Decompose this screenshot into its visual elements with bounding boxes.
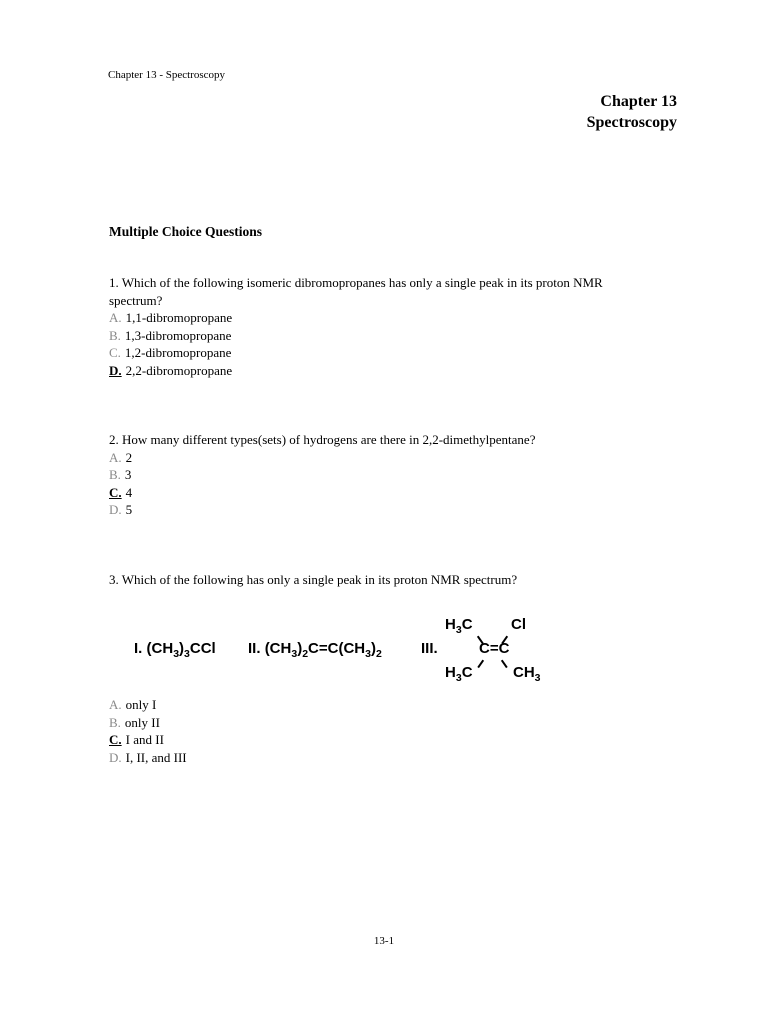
chapter-number: Chapter 13 (600, 93, 677, 110)
question-1-choice-b (109, 327, 629, 345)
choice-text: 2 (125, 449, 133, 465)
structure-2-label: II. (248, 640, 261, 657)
structure-1 (134, 640, 216, 660)
structure-3-bottom-left-group: $H_3C$ (445, 664, 473, 684)
choice-text: 1,3-dibromopropane (124, 327, 232, 343)
correct-answer-letter: D. (109, 362, 122, 378)
structure-2 (248, 640, 382, 660)
question-2-choice-b (109, 466, 629, 484)
choice-text: 1,2-dibromopropane (124, 345, 232, 360)
question-2-choice-a (109, 449, 629, 467)
choice-letter: B. (109, 714, 121, 730)
question-2-stem: 2. How many different types(sets) of hydrogens are there in 2,2-dimethylpentane? (109, 432, 536, 447)
structure-3-bottom-right-group: $CH_3$ (513, 664, 541, 684)
choice-text: 3 (124, 467, 132, 482)
question-3-choice-c (109, 731, 629, 749)
choice-text: only II (124, 714, 160, 730)
choice-letter: A. (109, 310, 122, 325)
question-1-stem: 1. Which of the following isomeric dibromopropanes has only a single peak in its proton NMR spectrum? (109, 275, 603, 308)
choice-letter: D. (109, 502, 122, 517)
question-3-choice-d (109, 749, 629, 767)
question-1-choice-d (109, 362, 629, 380)
question-3-stem: 3. Which of the following has only a single peak in its proton NMR spectrum? (109, 572, 518, 587)
running-header: Chapter 13 - Spectroscopy (108, 69, 225, 81)
structure-3-double-bond: C=C (479, 640, 510, 657)
question-3-choice-b (109, 714, 629, 732)
chapter-name: Spectroscopy (586, 114, 677, 131)
choice-text: 5 (125, 502, 133, 517)
choice-letter: A. (109, 449, 122, 465)
structure-1-label: I. (134, 640, 143, 657)
chapter-title-block (587, 91, 677, 133)
choice-letter: D. (109, 749, 122, 765)
bond-line (477, 660, 483, 668)
choice-letter: A. (109, 697, 122, 712)
question-2-choice-d (109, 501, 629, 519)
structure-3-top-right-group: Cl (511, 616, 526, 633)
choice-text: I and II (125, 732, 164, 747)
page-number: 13-1 (373, 935, 395, 947)
structure-3-top-left-group: $H_3C$ (445, 616, 473, 636)
choice-text: 2,2-dibromopropane (125, 362, 233, 378)
structure-2-formula: $(CH_3)_2C=C(CH_3)_2$ (264, 640, 382, 660)
choice-letter: C. (109, 345, 121, 360)
chemical-structures (130, 610, 550, 690)
structure-3-label: III. (421, 640, 438, 657)
question-1-choice-c (109, 344, 629, 362)
section-heading: Multiple Choice Questions (109, 224, 263, 239)
choice-text: 4 (125, 484, 133, 500)
choice-text: 1,1-dibromopropane (125, 310, 233, 325)
bond-line (501, 660, 507, 668)
question-1 (109, 274, 629, 379)
question-3-choice-a (109, 696, 629, 714)
question-2-choice-c (109, 484, 629, 502)
choice-text: only I (125, 697, 157, 712)
correct-answer-letter: C. (109, 484, 122, 500)
structure-1-formula: $(CH_3)_3CCl$ (146, 640, 216, 660)
choice-letter: B. (109, 467, 121, 482)
choice-letter: B. (109, 327, 121, 343)
correct-answer-letter: C. (109, 732, 122, 747)
question-3-choices (109, 696, 629, 766)
choice-text: I, II, and III (125, 749, 187, 765)
question-3 (109, 571, 629, 589)
question-2 (109, 431, 629, 519)
question-1-choice-a (109, 309, 629, 327)
